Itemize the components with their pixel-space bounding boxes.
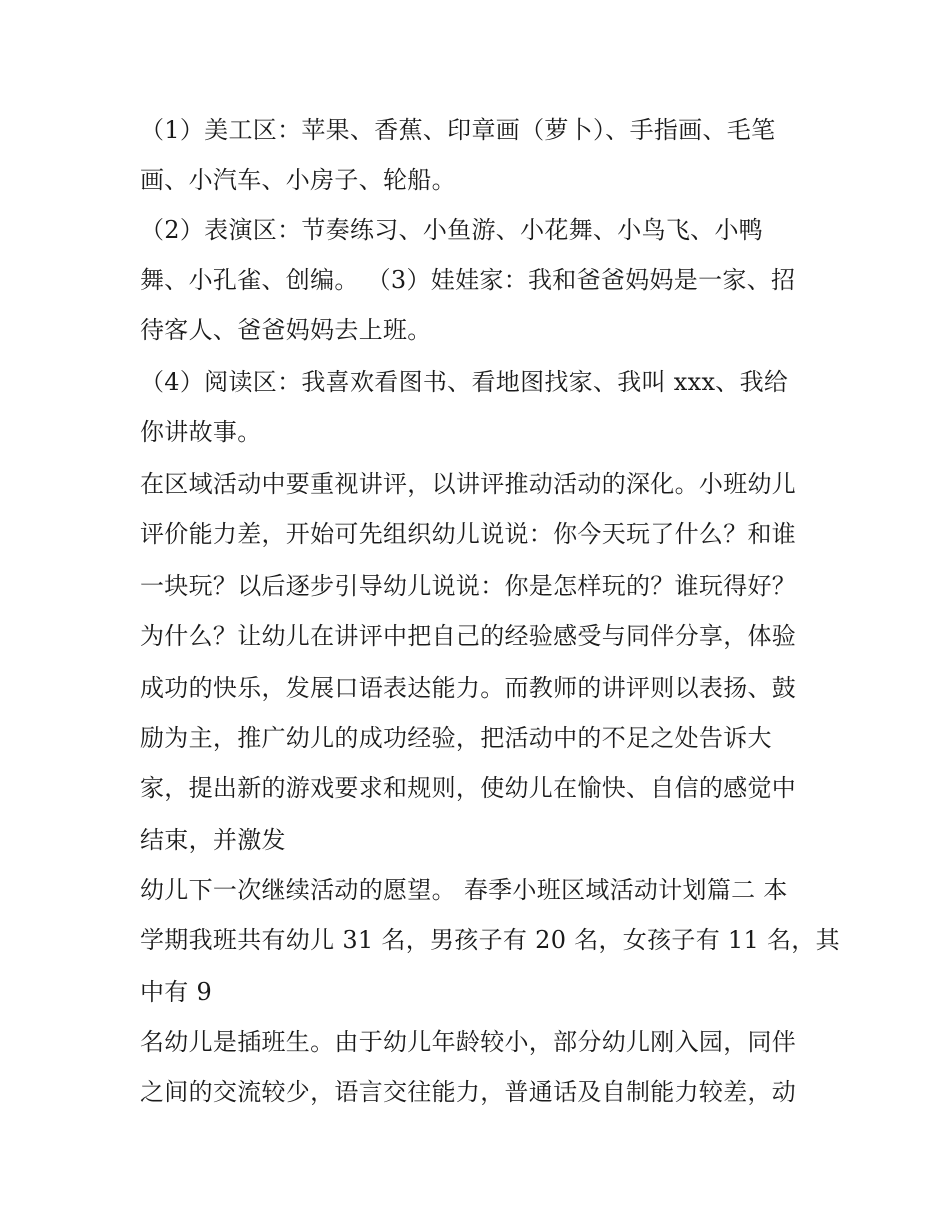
text-line: 在区域活动中要重视讲评，以讲评推动活动的深化。小班幼儿 — [140, 470, 797, 498]
text-line: 为什么？让幼儿在讲评中把自己的经验感受与同伴分享，体验 — [140, 622, 797, 650]
text-line: （1）美工区：苹果、香蕉、印章画（萝卜）、手指画、毛笔 — [140, 116, 776, 144]
text-line: 一块玩？以后逐步引导幼儿说说：你是怎样玩的？谁玩得好？ — [140, 572, 797, 600]
text-line: 舞、小孔雀、创编。 （3）娃娃家：我和爸爸妈妈是一家、招 — [140, 266, 796, 294]
text-line: 幼儿下一次继续活动的愿望。 春季小班区域活动计划篇二 本 — [140, 876, 788, 904]
text-line: 画、小汽车、小房子、轮船。 — [140, 166, 456, 194]
text-line: 结束，并激发 — [140, 826, 286, 854]
text-line: 中有 9 — [140, 978, 213, 1006]
text-line: 评价能力差，开始可先组织幼儿说说：你今天玩了什么？和谁 — [140, 520, 797, 548]
text-line: （4）阅读区：我喜欢看图书、看地图找家、我叫 xxx、我给 — [140, 368, 789, 396]
text-line: 之间的交流较少，语言交往能力，普通话及自制能力较差，动 — [140, 1078, 797, 1106]
text-line: （2）表演区：节奏练习、小鱼游、小花舞、小鸟飞、小鸭 — [140, 216, 764, 244]
text-line: 学期我班共有幼儿 31 名，男孩子有 20 名，女孩子有 11 名，其 — [140, 926, 840, 954]
text-line: 待客人、爸爸妈妈去上班。 — [140, 316, 432, 344]
text-line: 名幼儿是插班生。由于幼儿年龄较小，部分幼儿刚入园，同伴 — [140, 1028, 797, 1056]
text-line: 家，提出新的游戏要求和规则，使幼儿在愉快、自信的感觉中 — [140, 774, 797, 802]
text-line: 成功的快乐，发展口语表达能力。而教师的讲评则以表扬、鼓 — [140, 674, 797, 702]
text-line: 你讲故事。 — [140, 418, 262, 446]
text-line: 励为主，推广幼儿的成功经验，把活动中的不足之处告诉大 — [140, 724, 772, 752]
